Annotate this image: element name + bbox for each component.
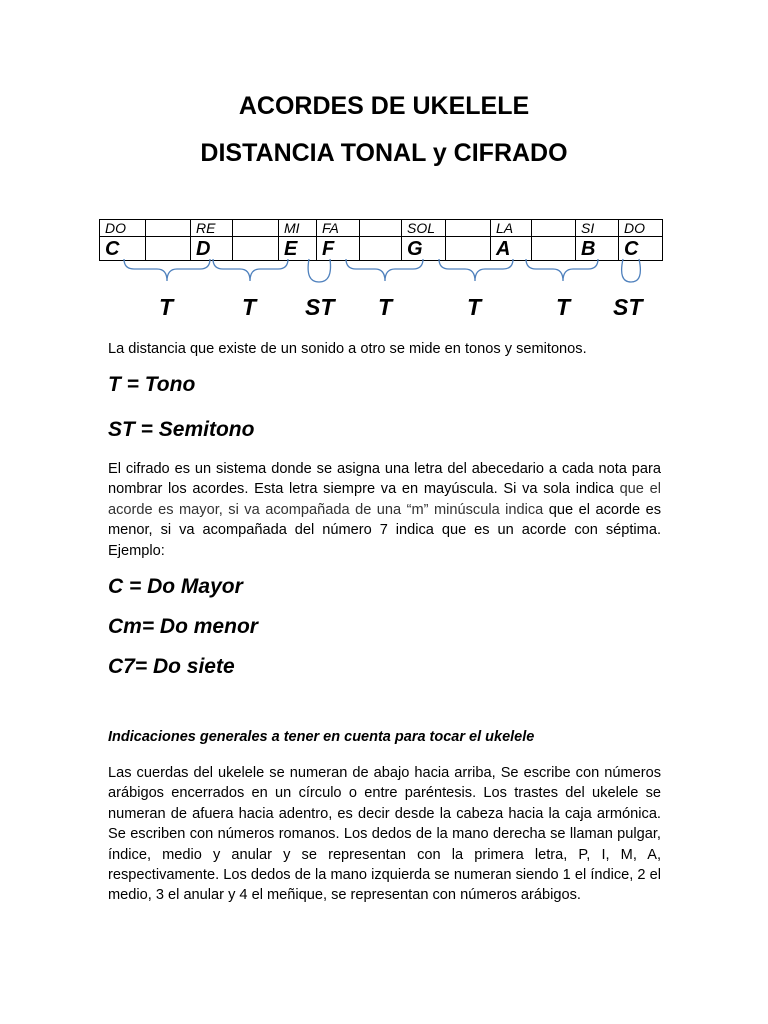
definition-semitono: ST = Semitono: [108, 418, 255, 441]
note-letter-cell: F: [317, 237, 360, 261]
solfege-cell: [233, 220, 279, 237]
solfege-cell: DO: [100, 220, 146, 237]
interval-braces: [0, 254, 768, 294]
interval-label: T: [378, 294, 393, 320]
note-letter-cell: B: [576, 237, 619, 261]
solfege-cell: [360, 220, 402, 237]
solfege-cell: [446, 220, 491, 237]
solfege-cell: [146, 220, 191, 237]
solfege-cell: MI: [279, 220, 317, 237]
example-do-menor: Cm= Do menor: [108, 615, 258, 638]
cifrado-text-part-2: que el acorde es mayor, si va acompañada de una “m” minúscula indica: [108, 481, 661, 518]
cifrado-paragraph: [108, 459, 661, 561]
note-letter-cell: G: [402, 237, 446, 261]
cifrado-text-part-1: El cifrado es un sistema donde se asigna una letra del abecedario a cada nota para nombrar los acordes. Esta letra siempre va en mayúscula. Si va sola indica: [108, 461, 661, 498]
brace-tone-la-si: [526, 259, 598, 281]
brace-semitone-si-do: [622, 259, 641, 282]
solfege-cell: RE: [191, 220, 233, 237]
note-letter-cell: D: [191, 237, 233, 261]
title-line-1: ACORDES DE UKELELE: [238, 92, 530, 120]
example-do-siete: C7= Do siete: [108, 655, 235, 678]
brace-semitone-mi-fa: [308, 259, 330, 282]
brace-tone-fa-sol: [346, 259, 423, 281]
interval-label: ST: [613, 294, 643, 320]
brace-tone-do-re: [124, 259, 210, 281]
definition-tono: T = Tono: [108, 373, 196, 396]
note-letter-cell: C: [100, 237, 146, 261]
interval-label: T: [556, 294, 571, 320]
interval-label: T: [159, 294, 174, 320]
solfege-cell: LA: [491, 220, 532, 237]
solfege-cell: SOL: [402, 220, 446, 237]
distance-paragraph: La distancia que existe de un sonido a otro se mide en tonos y semitonos.: [108, 341, 587, 357]
indicaciones-paragraph: Las cuerdas del ukelele se numeran de abajo hacia arriba, Se escribe con números arábigos encerrados en un círculo o entre paréntesis. Los trastes del ukelele se numeran de afuera hacia adentro, es decir desde la cabeza hacia la caja armónica. Se escriben con números romanos. Los dedos de la mano derecha se llaman pulgar, índice, medio y anular y se representan con la primera letra, P, I, M, A, respectivamente. Los dedos de la mano izquierda se numeran siendo 1 el índice, 2 el medio, 3 el anular y 4 el meñique, se representan con números arábigos.: [108, 765, 661, 904]
note-letter-cell: A: [491, 237, 532, 261]
solfege-cell: FA: [317, 220, 360, 237]
note-letter-cell: E: [279, 237, 317, 261]
note-letter-cell: C: [619, 237, 663, 261]
example-do-mayor: C = Do Mayor: [108, 575, 243, 598]
brace-tone-sol-la: [439, 259, 513, 281]
title-line-2: DISTANCIA TONAL y CIFRADO: [200, 139, 568, 167]
interval-label: T: [242, 294, 257, 320]
brace-tone-re-mi: [213, 259, 288, 281]
interval-label: ST: [305, 294, 335, 320]
section-subheading: Indicaciones generales a tener en cuenta para tocar el ukelele: [108, 729, 535, 745]
interval-label: T: [467, 294, 482, 320]
solfege-cell: [532, 220, 576, 237]
solfege-cell: DO: [619, 220, 663, 237]
solfege-cell: SI: [576, 220, 619, 237]
cifrado-text-part-3: que el acorde es menor, si va acompañada del número 7 indica que es un acorde con séptima. Ejemplo:: [108, 501, 661, 559]
